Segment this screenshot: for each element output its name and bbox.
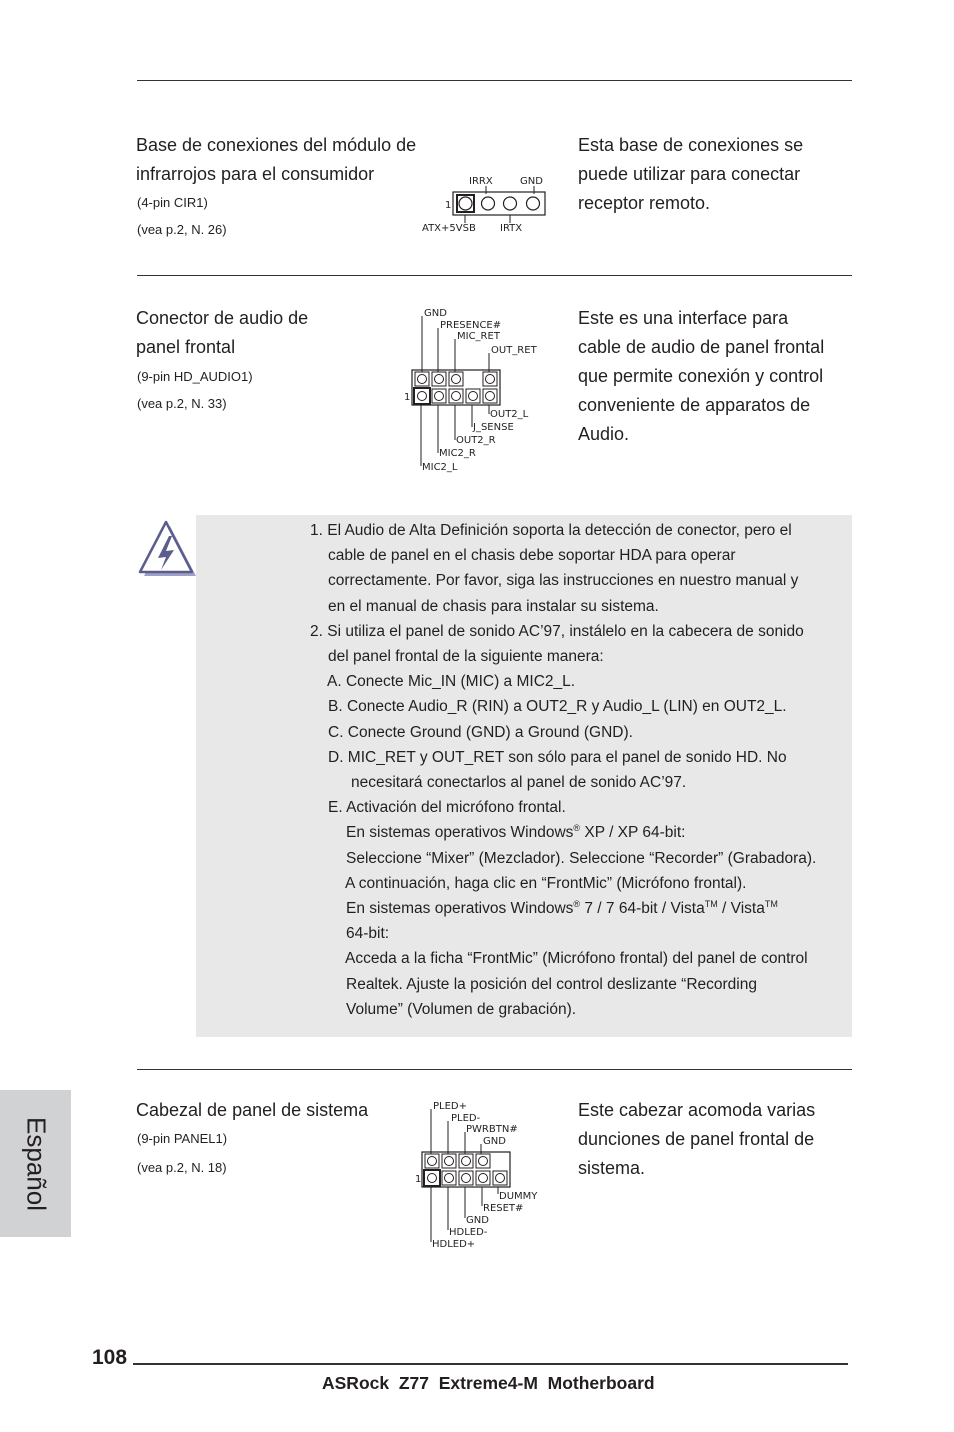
panel-description: [578, 1096, 815, 1183]
note-win7-heading: [346, 896, 778, 921]
warning-icon: [136, 520, 200, 580]
cir-label-irrx: IRRX: [469, 176, 493, 187]
audio-label-out2-r: OUT2_R: [456, 435, 496, 446]
audio-pin: [486, 392, 495, 401]
cir-pin3: [504, 197, 517, 210]
panel-pin: [428, 1157, 437, 1166]
note-xp-prefix: En sistemas operativos Windows: [346, 824, 574, 841]
audio-desc-line: Audio.: [578, 424, 630, 444]
note-win7-prefix: En sistemas operativos Windows: [346, 900, 574, 917]
panel-pins-note: (9-pin PANEL1): [137, 1131, 228, 1146]
note-line: 2. Si utiliza el panel de sonido AC’97, instálelo en la cabecera de sonido: [310, 623, 804, 640]
audio-ref: (vea p.2, N. 33): [137, 396, 227, 411]
note-win7-mid: 7 / 7 64-bit / Vista: [580, 900, 705, 917]
registered-mark: ®: [573, 822, 581, 833]
notes-divider: [137, 1069, 852, 1070]
audio-desc-line: cable de audio de panel frontal: [578, 337, 825, 357]
audio-label-mic2-l: MIC2_L: [422, 462, 458, 473]
panel-pin1-label: 1: [415, 1174, 422, 1185]
note-line: E. Activación del micrófono frontal.: [328, 799, 566, 816]
panel-pin: [445, 1174, 454, 1183]
audio-pin: [486, 375, 495, 384]
audio-description: [578, 304, 824, 449]
panel-label-pled-plus: PLED+: [433, 1101, 467, 1112]
footer-title: ASRock Z77 Extreme4-M Motherboard: [322, 1373, 655, 1393]
note-line: 1. El Audio de Alta Definición soporta la detección de conector, pero el: [310, 522, 792, 539]
audio-label-presence: PRESENCE#: [440, 320, 502, 331]
audio-pin: [452, 375, 461, 384]
panel-label-pwrbtn: PWRBTN#: [466, 1124, 518, 1135]
note-line: en el manual de chasis para instalar su sistema.: [328, 598, 659, 615]
note-line: B. Conecte Audio_R (RIN) a OUT2_R y Audio_L (LIN) en OUT2_L.: [328, 698, 787, 715]
trademark-mark: TM: [764, 898, 778, 909]
note-line: Volume” (Volumen de grabación).: [346, 1001, 577, 1018]
panel-pin1-square: [424, 1170, 440, 1186]
cir-title: [136, 131, 416, 189]
panel-pin: [479, 1174, 488, 1183]
audio-pins-note: (9-pin HD_AUDIO1): [137, 369, 253, 384]
cir-pin2: [482, 197, 495, 210]
audio-pin1-square: [414, 388, 430, 404]
note-line: C. Conecte Ground (GND) a Ground (GND).: [328, 724, 633, 741]
note-line: necesitará conectarlos al panel de sonido AC’97.: [351, 774, 687, 791]
panel-label-reset: RESET#: [483, 1203, 524, 1214]
page-number: 108: [92, 1346, 128, 1369]
registered-mark: ®: [573, 898, 581, 909]
audio-pin: [435, 392, 444, 401]
cir-title-line1: Base de conexiones del módulo de: [136, 135, 417, 155]
panel-pin: [479, 1157, 488, 1166]
cir-pin1: [459, 197, 472, 210]
panel-pin: [445, 1157, 454, 1166]
footer-rule: [133, 1363, 848, 1365]
cir-desc-line: Esta base de conexiones se: [578, 135, 804, 155]
panel-label-gnd-bottom: GND: [466, 1215, 489, 1226]
cir-label-gnd: GND: [520, 176, 543, 187]
audio-desc-line: conveniente de apparatos de: [578, 395, 811, 415]
note-line: correctamente. Por favor, siga las instrucciones en nuestro manual y: [328, 572, 799, 589]
note-xp-suffix: XP / XP 64-bit:: [580, 824, 686, 841]
audio-pin1-label: 1: [404, 392, 411, 403]
panel-desc-line: dunciones de panel frontal de: [578, 1129, 815, 1149]
panel-label-gnd-top: GND: [483, 1136, 506, 1147]
panel-pin: [462, 1157, 471, 1166]
audio-desc-line: Este es una interface para: [578, 308, 789, 328]
cir-title-line2: infrarrojos para el consumidor: [136, 164, 375, 184]
audio-pin: [469, 392, 478, 401]
panel-label-hdled-plus: HDLED+: [432, 1239, 476, 1250]
audio-pin: [452, 392, 461, 401]
cir-label-irtx: IRTX: [500, 223, 523, 234]
audio-label-j-sense: J_SENSE: [473, 422, 514, 433]
audio-label-out2-l: OUT2_L: [490, 409, 529, 420]
panel-desc-line: sistema.: [578, 1158, 646, 1178]
note-line: cable de panel en el chasis debe soportar HDA para operar: [328, 547, 736, 564]
note-win7-mid2: / Vista: [717, 900, 765, 917]
panel-pin: [496, 1174, 505, 1183]
cir-pins-note: (4-pin CIR1): [137, 195, 208, 210]
audio-pin: [418, 392, 427, 401]
panel-connector-diagram: [410, 1096, 560, 1250]
audio-desc-line: que permite conexión y control: [578, 366, 824, 386]
panel-pin: [462, 1174, 471, 1183]
cir-desc-line: puede utilizar para conectar: [578, 164, 801, 184]
note-line: del panel frontal de la siguiente manera:: [328, 648, 604, 665]
cir-description: [578, 131, 803, 218]
panel-pin: [428, 1174, 437, 1183]
panel-desc-line: Este cabezar acomoda varias: [578, 1100, 816, 1120]
panel-title: Cabezal de panel de sistema: [136, 1100, 369, 1120]
language-side-tab: [0, 1090, 71, 1237]
cir-ref: (vea p.2, N. 26): [137, 222, 227, 237]
note-line: A. Conecte Mic_IN (MIC) a MIC2_L.: [327, 673, 576, 690]
cir-pin4: [527, 197, 540, 210]
audio-title: [136, 304, 308, 362]
note-line: Seleccione “Mixer” (Mezclador). Seleccione “Recorder” (Grabadora).: [346, 850, 817, 867]
top-divider: [137, 80, 852, 81]
trademark-mark: TM: [704, 898, 718, 909]
cir-connector-diagram: [414, 168, 564, 238]
language-side-tab-label: Español: [21, 1116, 51, 1211]
note-line: Acceda a la ficha “FrontMic” (Micrófono frontal) del panel de control: [345, 950, 808, 967]
audio-title-line2: panel frontal: [136, 337, 236, 357]
note-line: 64-bit:: [346, 925, 390, 942]
note-line: A continuación, haga clic en “FrontMic” (Micrófono frontal).: [345, 875, 747, 892]
note-xp-heading: [346, 820, 685, 845]
cir-divider: [137, 275, 852, 276]
audio-label-out-ret: OUT_RET: [491, 345, 537, 356]
panel-label-hdled-minus: HDLED-: [449, 1227, 488, 1238]
cir-pin1-label: 1: [445, 200, 452, 211]
audio-label-gnd: GND: [424, 308, 447, 319]
panel-label-pled-minus: PLED-: [451, 1113, 481, 1124]
audio-pin: [418, 375, 427, 384]
audio-pin: [435, 375, 444, 384]
panel-label-dummy: DUMMY: [499, 1191, 538, 1202]
note-line: Realtek. Ajuste la posición del control deslizante “Recording: [346, 976, 757, 993]
panel-ref: (vea p.2, N. 18): [137, 1160, 227, 1175]
cir-label-atx5vsb: ATX+5VSB: [422, 223, 476, 234]
audio-label-mic2-r: MIC2_R: [439, 448, 476, 459]
audio-label-mic-ret: MIC_RET: [457, 331, 500, 342]
note-line: D. MIC_RET y OUT_RET son sólo para el panel de sonido HD. No: [328, 749, 787, 766]
cir-desc-line: receptor remoto.: [578, 193, 711, 213]
audio-connector-diagram: [400, 304, 550, 476]
audio-title-line1: Conector de audio de: [136, 308, 309, 328]
